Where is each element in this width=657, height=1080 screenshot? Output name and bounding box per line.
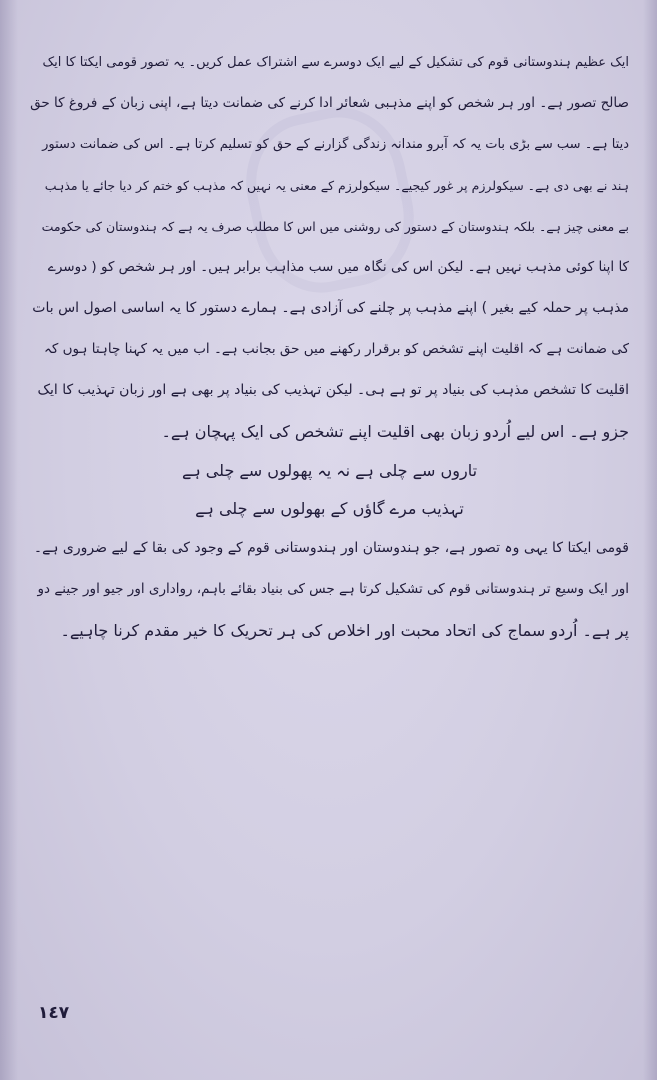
page-body (30, 42, 629, 651)
page-edge-shadow (643, 0, 657, 1080)
text-line: کی ضمانت ہے کہ اقلیت اپنے تشخص کو برقرار رکھنے میں حق بجانب ہے۔ اب میں یہ کہنا چاہتا ہوں کہ (44, 341, 629, 357)
text-line: اقلیت کا تشخص مذہب کی بنیاد پر تو ہے ہی۔ لیکن تہذیب کی بنیاد پر بھی ہے اور زبان تہذیب کا ایک (37, 382, 629, 398)
text-line: جزو ہے۔ اس لیے اُردو زبان بھی اقلیت اپنے تشخص کی ایک پہچان ہے۔ (161, 422, 629, 441)
text-line: کا اپنا کوئی مذہب نہیں ہے۔ لیکن اس کی نگاہ میں سب مذاہب برابر ہیں۔ اور ہر شخص کو ( دوسرے (47, 259, 629, 275)
text-line: قومی ایکتا کا یہی وہ تصور ہے، جو ہندوستان اور ہندوستانی قوم کے وجود کی بقا کے لیے ضروری ہے۔ (33, 540, 629, 556)
text-line: ایک عظیم ہندوستانی قوم کی تشکیل کے لیے ایک دوسرے سے اشتراک عمل کریں۔ یہ تصور قومی ایکتا کا ایک (42, 55, 629, 70)
text-line: پر ہے۔ اُردو سماج کی اتحاد محبت اور اخلاص کی ہر تحریک کا خیر مقدم کرنا چاہیے۔ (60, 621, 629, 640)
text-line: بے معنی چیز ہے۔ بلکہ ہندوستان کے دستور کی روشنی میں اس کا مطلب صرف یہ ہے کہ ہندوستان کی حکومت (41, 219, 629, 234)
page-binding-shadow (0, 0, 18, 1080)
text-line: اور ایک وسیع تر ہندوستانی قوم کی تشکیل کرتا ہے جس کی بنیاد بقائے باہم، رواداری اور جیو اور جینے دو (37, 581, 629, 597)
text-line: مذہب پر حملہ کیے بغیر ) اپنے مذہب پر چلنے کی آزادی ہے۔ ہمارے دستور کا یہ اساسی اصول اس بات (32, 300, 629, 316)
page-number: ١٤٧ (38, 1003, 70, 1023)
verse-line: تہذیب مرے گاؤں کے بھولوں سے چلی ہے (195, 499, 464, 518)
text-line: ہند نے بھی دی ہے۔ سیکولرزم پر غور کیجیے۔ سیکولرزم کے معنی یہ نہیں کہ مذہب کو ختم کر دیا جائے یا مذہب (44, 178, 629, 193)
text-line: صالح تصور ہے۔ اور ہر شخص کو اپنے مذہبی شعائر ادا کرنے کی ضمانت دیتا ہے، اپنی زبان کے فروغ کا حق (30, 95, 629, 111)
text-line: دیتا ہے۔ سب سے بڑی بات یہ کہ آبرو مندانہ زندگی گزارنے کے حق کو تسلیم کرتا ہے۔ اس کی ضمانت دستور (42, 137, 629, 152)
verse-line: تاروں سے چلی ہے نہ یہ پھولوں سے چلی ہے (181, 461, 478, 480)
